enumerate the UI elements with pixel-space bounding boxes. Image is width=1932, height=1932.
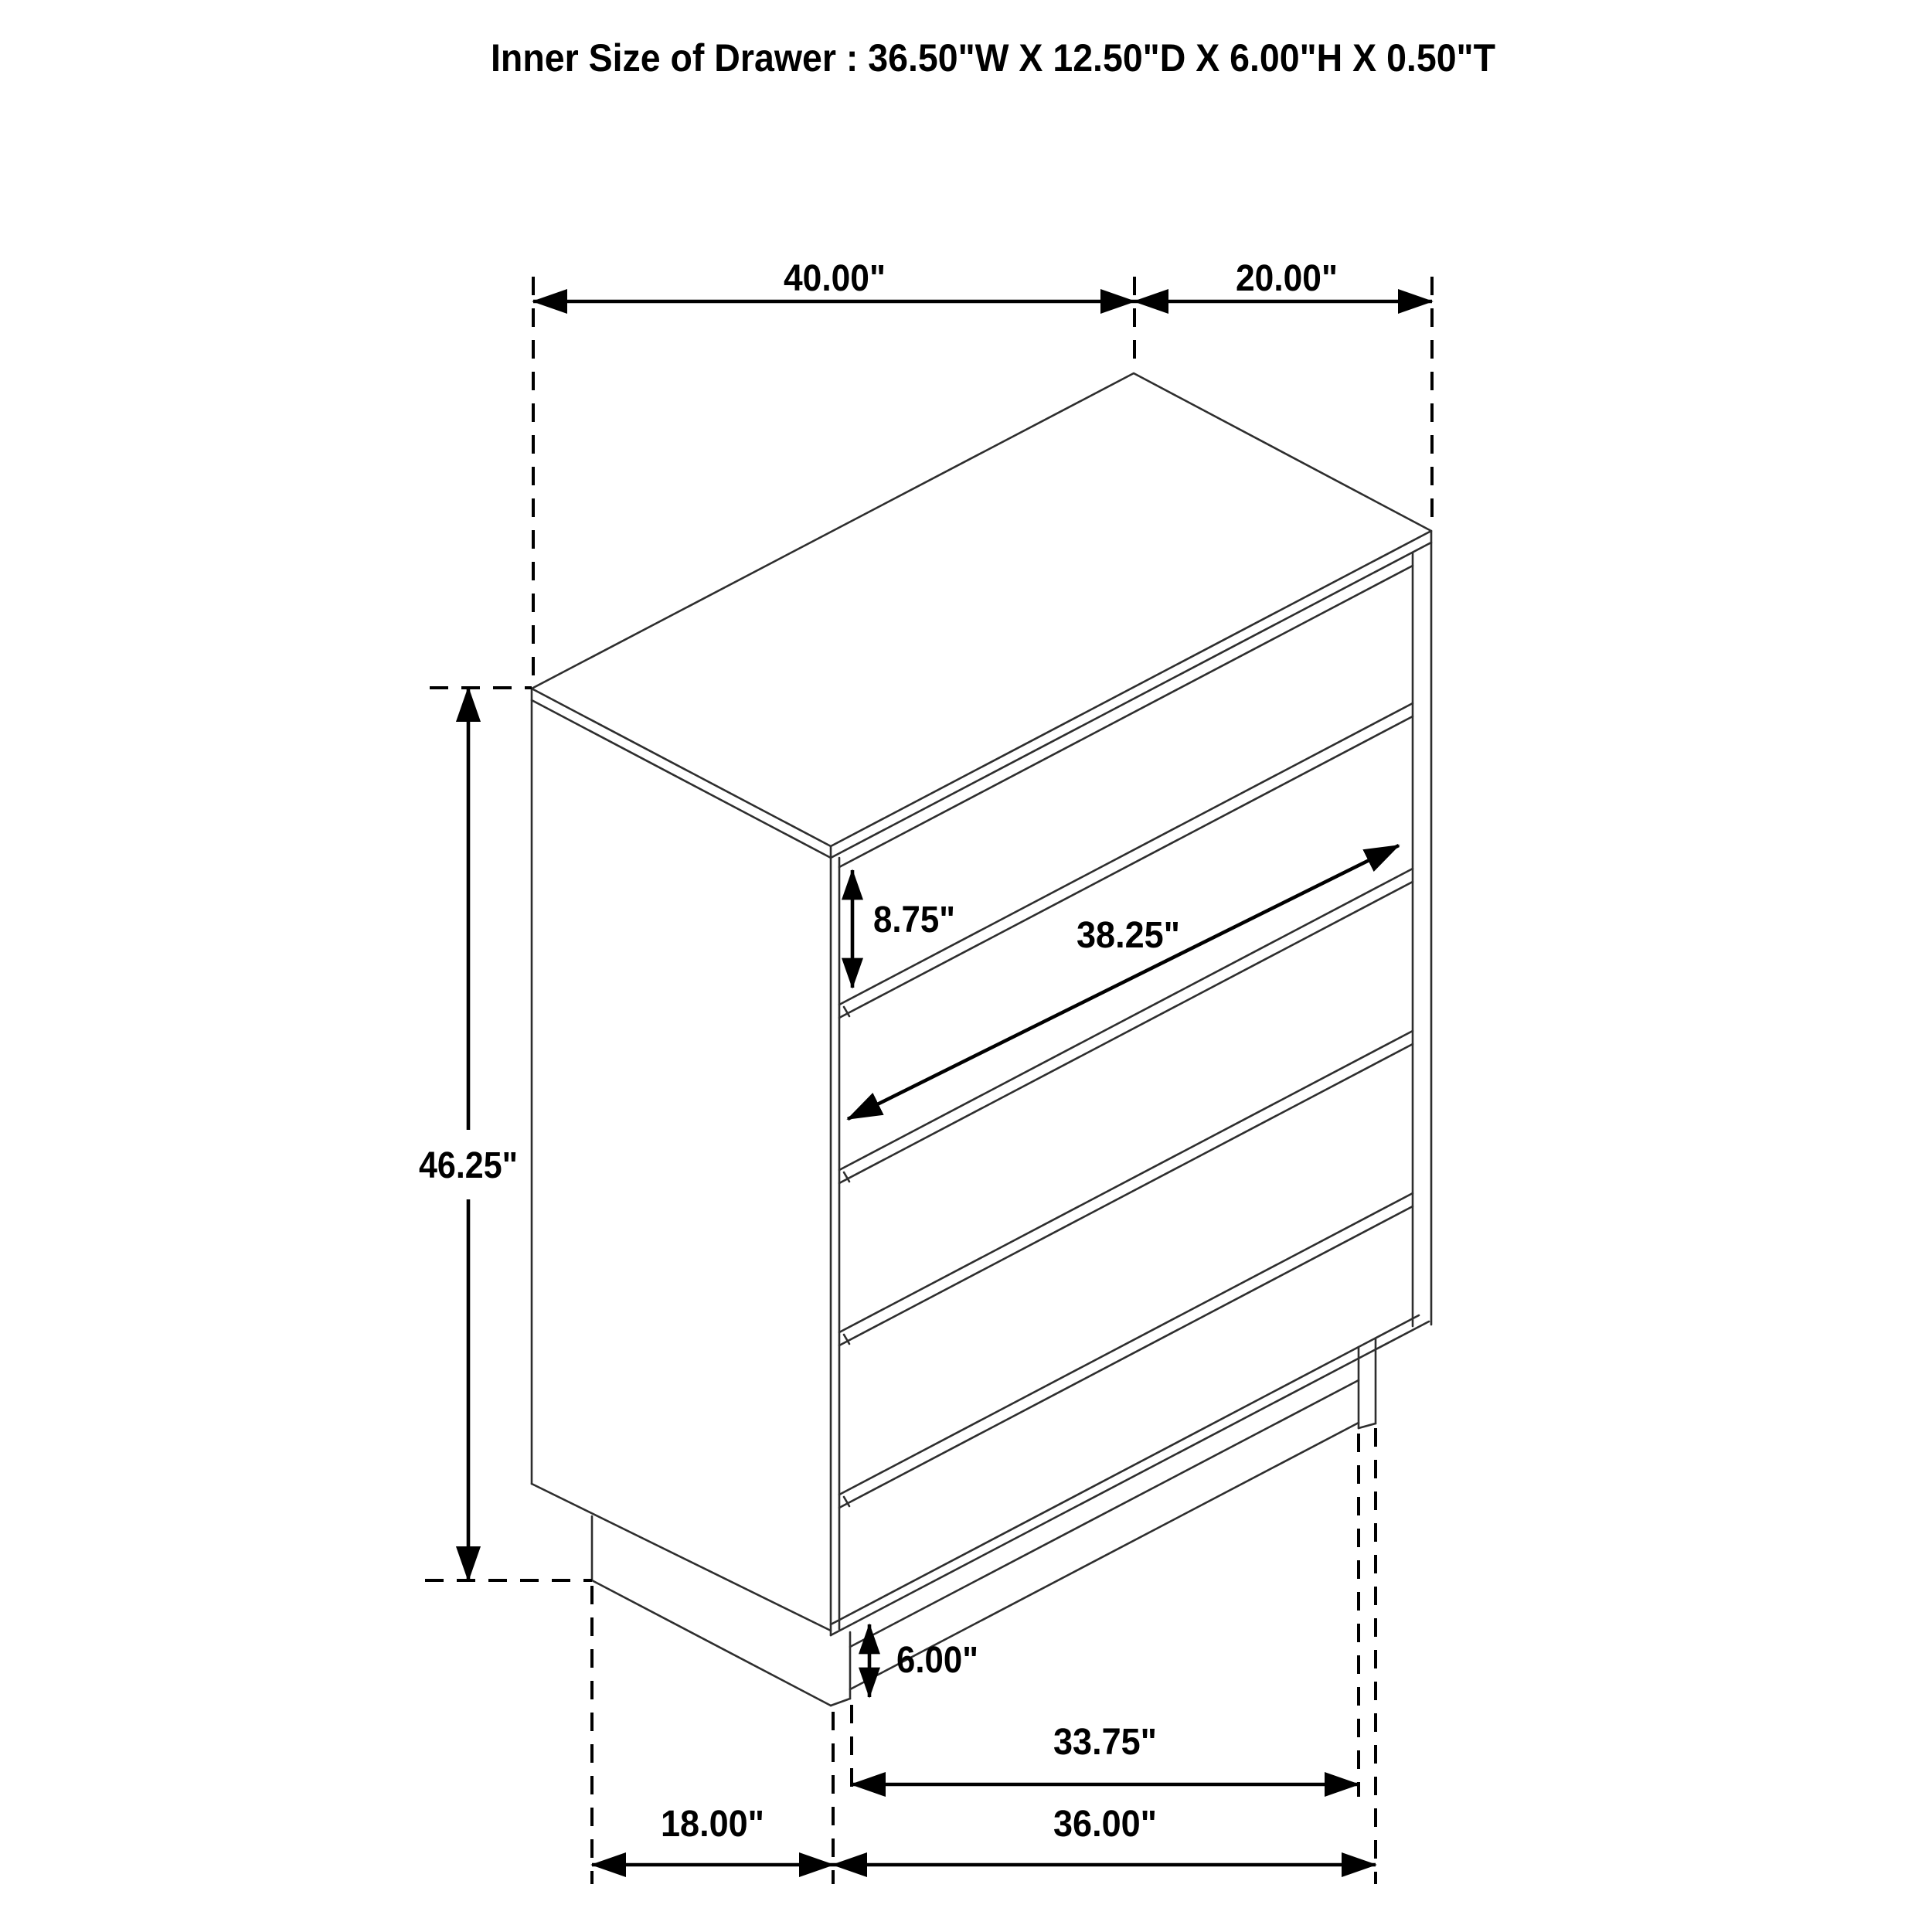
gap-line bbox=[839, 1031, 1413, 1332]
dimension-label-drawer-width: 38.25" bbox=[1077, 915, 1180, 956]
dimension-label-drawer-height: 8.75" bbox=[873, 900, 955, 940]
drawer-gaps bbox=[839, 703, 1413, 1508]
dimension-label-base-width: 36.00" bbox=[1053, 1804, 1157, 1845]
front-right-leg-bottom bbox=[1359, 1423, 1376, 1428]
cabinet-drawing bbox=[532, 373, 1431, 1706]
dimension-top-depth bbox=[1134, 258, 1432, 301]
dimension-label-overall-height: 46.25" bbox=[419, 1145, 518, 1186]
dimension-drawer-width bbox=[848, 845, 1399, 1119]
dimension-top-width bbox=[533, 258, 1134, 301]
drawer-gap-3 bbox=[839, 1031, 1413, 1345]
gap-line bbox=[839, 1206, 1413, 1508]
dimension-label-leg-height: 6.00" bbox=[896, 1640, 978, 1681]
dimension-base-depth bbox=[592, 1804, 833, 1865]
dimension-line bbox=[848, 845, 1399, 1119]
side-bottom-edge bbox=[532, 1484, 831, 1631]
diagram-title: Inner Size of Drawer : 36.50"W X 12.50"D X 6.00"H X 0.50"T bbox=[491, 36, 1495, 80]
cabinet-top-face bbox=[532, 373, 1431, 846]
drawer-gap-4 bbox=[839, 1193, 1413, 1508]
front-bottom-edge-lower bbox=[831, 1321, 1429, 1635]
plinth-top-edge bbox=[850, 1380, 1359, 1647]
dimension-overall-height bbox=[419, 688, 518, 1580]
dimension-label-top-width: 40.00" bbox=[784, 258, 886, 299]
dimension-label-top-depth: 20.00" bbox=[1236, 258, 1338, 299]
dimension-label-base-inner-width: 33.75" bbox=[1053, 1722, 1157, 1763]
front-left-leg-bottom bbox=[831, 1699, 850, 1706]
dimension-leg-height bbox=[869, 1624, 978, 1697]
gap-line bbox=[839, 1193, 1413, 1495]
gap-line bbox=[839, 1044, 1413, 1345]
dimension-label-base-depth: 18.00" bbox=[661, 1804, 764, 1845]
front-bottom-edge-upper bbox=[831, 1315, 1419, 1624]
side-floor-edge bbox=[592, 1580, 831, 1706]
cabinet-side-panel bbox=[532, 689, 831, 1706]
dimension-base-width bbox=[833, 1804, 1376, 1865]
dimension-base-inner-width bbox=[852, 1722, 1359, 1784]
